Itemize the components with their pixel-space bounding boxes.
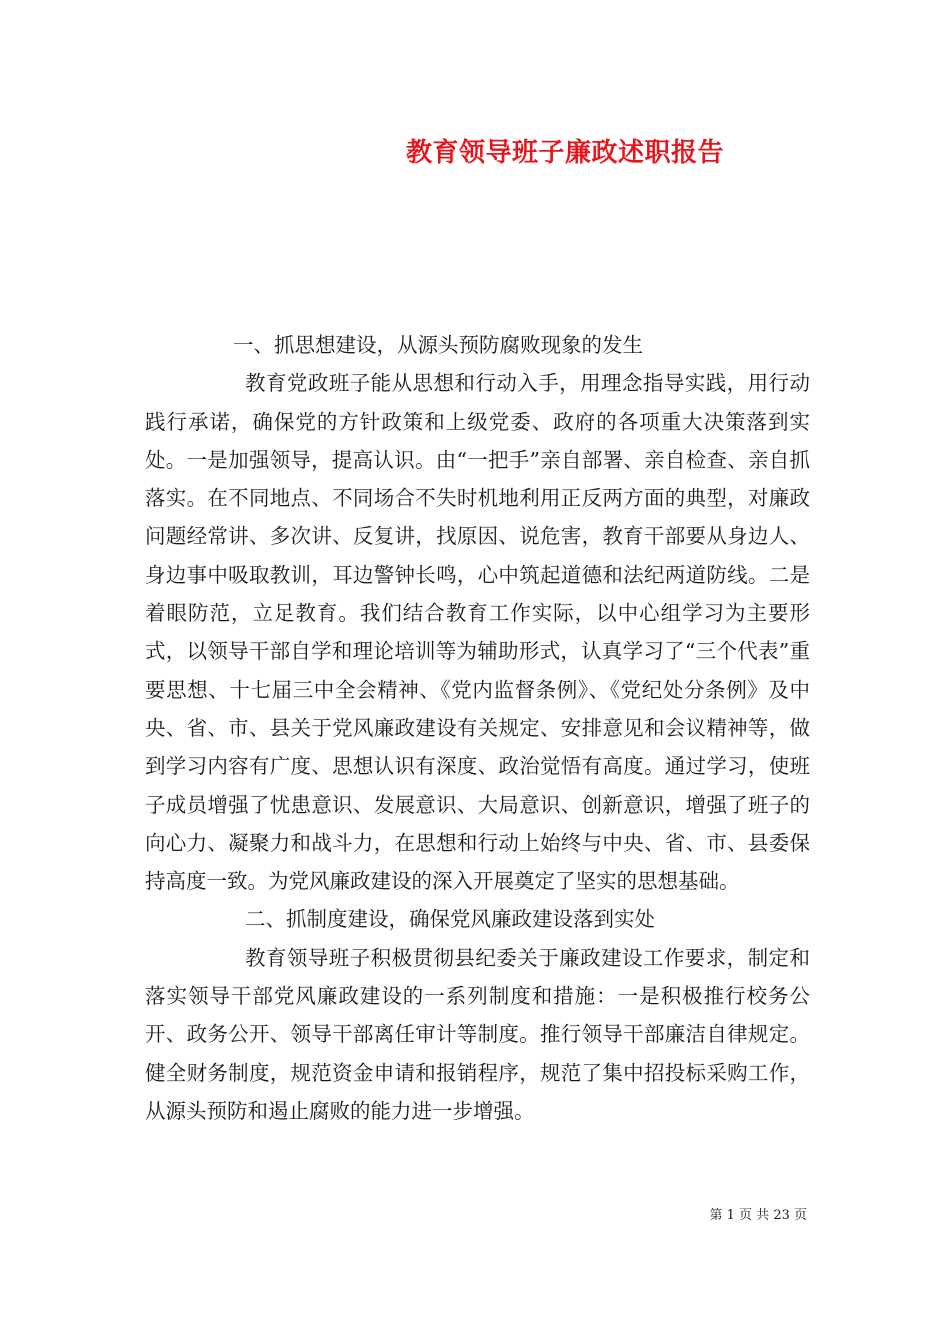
section-1-paragraph: 教育党政班子能从思想和行动入手，用理念指导实践，用行动践行承诺，确保党的方针政策和上级党委、政府的各项重大决策落到实处。一是加强领导，提高认识。由“一把手”亲自部署、亲自检查、亲自抓落实。在不同地点、不同场合不失时机地利用正反两方面的典型，对廉政问题经常讲、多次讲、反复讲，找原因、说危害，教育干部要从身边人、身边事中吸取教训，耳边警钟长鸣，心中筑起道德和法纪两道防线。二是着眼防范，立足教育。我们结合教育工作实际，以中心组学习为主要形式，以领导干部自学和理论培训等为辅助形式，认真学习了“三个代表”重要思想、十七届三中全会精神、《党内监督条例》、《党纪处分条例》及中央、省、市、县关于党风廉政建设有关规定、安排意见和会议精神等，做到学习内容有广度、思想认识有深度、政治觉悟有高度。通过学习，使班子成员增强了忧患意识、发展意识、大局意识、创新意识，增强了班子的向心力、凝聚力和战斗力，在思想和行动上始终与中央、省、市、县委保持高度一致。为党风廉政建设的深入开展奠定了坚实的思想基础。	[145, 371, 810, 894]
section-2-heading: 二、抓制度建设，确保党风廉政建设落到实处	[245, 907, 655, 932]
document-body	[145, 326, 810, 1130]
document-title: 教育领导班子廉政述职报告	[405, 138, 724, 168]
section-2-paragraph: 教育领导班子积极贯彻县纪委关于廉政建设工作要求，制定和落实领导干部党风廉政建设的一系列制度和措施：一是积极推行校务公开、政务公开、领导干部离任审计等制度。推行领导干部廉洁自律规定。健全财务制度，规范资金申请和报销程序，规范了集中招投标采购工作，从源头预防和遏止腐败的能力进一步增强。	[145, 945, 810, 1123]
page-number-footer: 第 1 页 共 23 页	[709, 1208, 807, 1223]
section-1-heading: 一、抓思想建设，从源头预防腐败现象的发生	[233, 333, 643, 357]
